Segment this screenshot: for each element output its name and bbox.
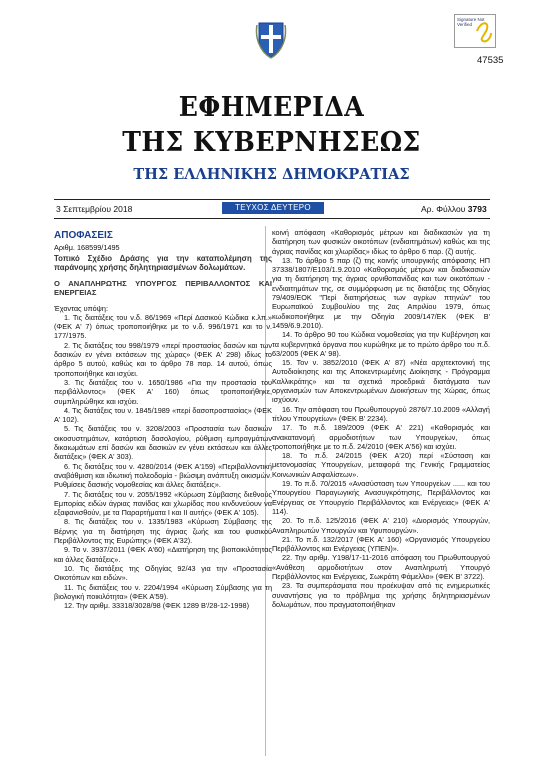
gazette-subtitle: ΤΗΣ ΕΛΛΗΝΙΚΗΣ ΔΗΜΟΚΡΑΤΙΑΣ xyxy=(133,166,410,183)
paragraph: 3. Τις διατάξεις του ν. 1650/1986 «Για την προστασία του περιβάλλοντος» (ΦΕΚ Α' 160) όπως τροποποιήθηκε, συμπληρώθηκε και ισχύει. xyxy=(54,377,272,406)
gazette-title-line2: ΤΗΣ ΚΥΒΕΡΝΗΣΕΩΣ xyxy=(122,127,421,158)
paragraph: 11. Τις διατάξεις του ν. 2204/1994 «Κύρωση Σύμβασης για τη βιολογική ποικιλότητα» (ΦΕΚ Α'59). xyxy=(54,582,272,601)
paragraph: 14. Το άρθρο 90 του Κώδικα νομοθεσίας για την Κυβέρνηση και τα κυβερνητικά όργανα που κυρώθηκε με το πρώτο άρθρο του π.δ. 63/2005 (ΦΕΚ Α' 98). xyxy=(272,330,490,358)
paragraph: 22. Την αριθμ. Υ198/17-11-2016 απόφαση του Πρωθυπουργού «Ανάθεση αρμοδιοτήτων στον Αναπληρωτή Υπουργό Περιβάλλοντος και Ενέργειας, Σωκράτη Φάμελλο» (ΦΕΚ Β' 3722). xyxy=(272,553,490,581)
header-rule-top xyxy=(54,199,490,200)
section-heading: ΑΠΟΦΑΣΕΙΣ xyxy=(54,230,113,241)
paragraph: 6. Τις διατάξεις του ν. 4280/2014 (ΦΕΚ Α'159) «Περιβαλλοντική αναβάθμιση και ιδιωτική πολεοδομία - βιώσιμη ανάπτυξη οικισμών. Ρυθμίσεις δασικής νομοθεσίας και άλλες διατάξεις». xyxy=(54,461,272,490)
sheet-number-value: 3793 xyxy=(467,204,487,214)
paragraph: 10. Τις διατάξεις της Οδηγίας 92/43 για την «Προστασία Οικοτόπων και ειδών». xyxy=(54,563,272,583)
decision-title: Τοπικό Σχέδιο Δράσης για την καταπολέμηση της παράνομης χρήσης δηλητηριασμένων δολωμάτων. xyxy=(54,253,272,273)
paragraph: 15. Τον ν. 3852/2010 (ΦΕΚ Α' 87) «Νέα αρχιτεκτονική της Αυτοδιοίκησης και της Αποκεντρωμένης Διοίκησης - Πρόγραμμα Καλλικράτης» και τα σχετικά προεδρικά διατάγματα των οργανισμών των Αποκεντρωμένων Διοικήσεων της Χώρας, όπως ισχύουν. xyxy=(272,358,490,405)
paragraph: 20. Το π.δ. 125/2016 (ΦΕΚ Α' 210) «Διορισμός Υπουργών, Αναπληρωτών Υπουργών και Υφυπουργών». xyxy=(272,516,490,535)
paragraph: 19. Το π.δ. 70/2015 «Ανασύσταση των Υπουργείων ...... και του Υπουργείου Παραγωγικής Ανασυγκρότησης, Περιβάλλοντος και Ενέργειας σε Υπουργείο Περιβάλλοντος και Ενέργειας» (ΦΕΚ Α' 114). xyxy=(272,479,490,516)
paragraph: κοινή απόφαση «Καθορισμός μέτρων και διαδικασιών για τη διατήρηση των φυσικών οικοτόπων (ενδιαιτημάτων) καθώς και της άγριας πανίδας και χλωρίδας» ιδίως το άρθρο 6 παρ. (ζ) αυτής. xyxy=(272,228,490,256)
page-issue-number: 47535 xyxy=(477,55,504,66)
decision-number: Αριθμ. 168599/1495 xyxy=(54,243,120,253)
gazette-title-line1: ΕΦΗΜΕΡΙΔΑ xyxy=(178,92,365,123)
paragraph: 12. Την αριθμ. 33318/3028/98 (ΦΕΚ 1289 Β'/28-12-1998) xyxy=(64,601,250,611)
paragraph: 23. Τα συμπεράσματα που προέκυψαν από τις ενημερωτικές συναντήσεις για το πρόβλημα της χρήσης δηλητηριασμένων δολωμάτων, που πραγματοποιήθηκαν xyxy=(272,581,490,609)
publication-date: 3 Σεπτεμβρίου 2018 xyxy=(56,204,133,214)
paragraph: 9. Το ν. 3937/2011 (ΦΕΚ Α'60) «Διατήρηση της βιοποικιλότητας και άλλες διατάξεις». xyxy=(54,545,272,564)
signature-check-icon xyxy=(475,19,493,43)
right-column xyxy=(272,228,490,609)
series-badge: ΤΕΥΧΟΣ ΔΕΥΤΕΡΟ xyxy=(222,202,324,214)
paragraph: 1. Τις διατάξεις του ν.δ. 86/1969 «Περί Δασικού Κώδικα κ.λπ.» (ΦΕΚ Α' 7) όπως τροποποιήθηκε με το ν.δ. 996/1971 και το ν. 177/1975. xyxy=(54,312,272,341)
paragraph: 8. Τις διατάξεις του ν. 1335/1983 «Κύρωση Σύμβασης της Βέρνης για τη διατήρηση της άγριας ζωής και του φυσικού Περιβάλλοντος της Ευρώπης» (ΦΕΚ Α'32). xyxy=(54,517,272,546)
sheet-number xyxy=(421,204,487,214)
intro-text: Έχοντας υπόψη: xyxy=(54,303,108,313)
signature-box-text: Signature Not Verified xyxy=(457,17,485,27)
paragraph: 16. Την απόφαση του Πρωθυπουργού 2876/7.10.2009 «Αλλαγή τίτλου Υπουργείων» (ΦΕΚ Β' 2234). xyxy=(272,404,490,423)
greek-coat-of-arms-icon xyxy=(255,19,287,59)
paragraph: 18. Το π.δ. 24/2015 (ΦΕΚ Α'20) περί «Σύσταση και μετονομασίας Υπουργείων, μεταφορά της Γενικής Γραμματείας Κοινωνικών Ασφαλίσεων». xyxy=(272,451,490,479)
paragraph: 5. Τις διατάξεις του ν. 3208/2003 «Προστασία των δασικών οικοσυστημάτων, κατάρτιση δασολογίου, ρύθμιση εμπραγμάτων δικαιωμάτων επί δασών και δασικών εν γένει εκτάσεων και άλλες διατάξεις» (ΦΕΚ Α' 303). xyxy=(54,424,272,462)
paragraph: 21. Το π.δ. 132/2017 (ΦΕΚ Α' 160) «Οργανισμός Υπουργείου Περιβάλλοντος και Ενέργειας (ΥΠΕΝ)». xyxy=(272,534,490,554)
issuing-minister: Ο ΑΝΑΠΛΗΡΩΤΗΣ ΥΠΟΥΡΓΟΣ ΠΕΡΙΒΑΛΛΟΝΤΟΣ ΚΑΙ ΕΝΕΡΓΕΙΑΣ xyxy=(54,278,272,298)
sheet-label: Αρ. Φύλλου xyxy=(421,204,466,214)
paragraph: 2. Τις διατάξεις του 998/1979 «περί προστασίας δασών και των δασικών εν γένει εκτάσεων της χώρας» (ΦΕΚ Α' 298) ιδίως το άρθρο 5 αυτού, καθώς και το άρθρο 78 παρ. 14 αυτού, όπως τροποποιήθηκε και ισχύει. xyxy=(54,340,272,378)
digital-signature-stamp xyxy=(454,14,496,48)
paragraph: 7. Τις διατάξεις του ν. 2055/1992 «Κύρωση Σύμβασης διεθνούς Εμπορίας ειδών άγριας πανίδας και χλωρίδας που κινδυνεύουν να εξαφανισθούν, με τα Παραρτήματα Ι και ΙΙ αυτής» (ΦΕΚ Α' 105). xyxy=(54,489,272,518)
paragraph: 13. Το άρθρο 5 παρ (ζ) της κοινής υπουργικής απόφασης ΗΠ 37338/1807/Ε103/1.9.2010 «Καθορισμός μέτρων και διαδικασιών για τη διατήρηση της άγριας ορνιθοπανίδας και των οικοτόπων - ενδιαιτημάτων της, σε συμμόρφωση με τις διατάξεις της Οδηγίας 79/409/ΕΟΚ "Περί διατηρήσεως των αγρίων πτηνών" του Ευρωπαϊκού Συμβουλίου της 2ας Απριλίου 1979, όπως κωδικοποιήθηκε με την Οδηγία 2009/147/ΕΚ (ΦΕΚ Β' 1459/6.9.2010). xyxy=(272,255,490,330)
paragraph: 4. Τις διατάξεις του ν. 1845/1989 «περί δασοπροστασίας» (ΦΕΚ Α' 102). xyxy=(54,405,272,425)
left-column xyxy=(54,231,272,610)
header-rule-bottom xyxy=(54,218,490,219)
paragraph: 17. Το π.δ. 189/2009 (ΦΕΚ Α' 221) «Καθορισμός και ανακατανομή αρμοδιοτήτων των Υπουργείων, όπως τροποποιήθηκε με το π.δ. 24/2010 (ΦΕΚ Α'56) και ισχύει. xyxy=(272,423,490,451)
